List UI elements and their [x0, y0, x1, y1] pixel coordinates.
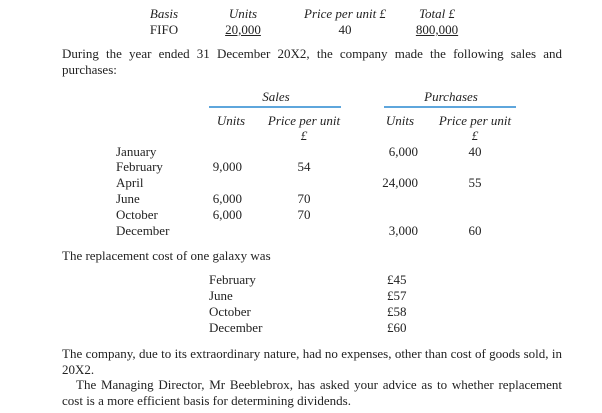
replacement-cost: £60: [387, 320, 407, 335]
sales-currency-header: £: [300, 128, 308, 143]
replacement-month: February: [209, 272, 256, 287]
closing-paragraph-2: The Managing Director, Mr Beeblebrox, has asked your advice as to whether replacement cost is a more efficient basis for determining dividends.: [62, 377, 562, 408]
sales-price-header: Price per unit: [267, 113, 341, 128]
replacement-cost: £58: [387, 304, 407, 319]
purchases-heading: Purchases: [424, 89, 478, 104]
replacement-month: October: [209, 304, 251, 319]
purchase-price-header: Price per unit: [438, 113, 512, 128]
purchase-price-cell: 55: [468, 175, 482, 190]
month-label: December: [116, 223, 170, 238]
price-value: 40: [338, 22, 352, 37]
purchase-units-cell: 3,000: [388, 223, 418, 238]
month-label: October: [116, 207, 158, 222]
month-label: April: [116, 175, 144, 190]
sales-price-cell: 54: [297, 159, 311, 174]
sales-units-cell: 6,000: [212, 191, 242, 206]
units-header: Units: [228, 6, 258, 21]
sales-units-cell: 9,000: [212, 159, 242, 174]
sales-price-cell: 70: [297, 207, 311, 222]
basis-header: Basis: [149, 6, 179, 21]
month-label: January: [116, 144, 157, 159]
basis-value: FIFO: [149, 22, 179, 37]
replacement-month: June: [209, 288, 233, 303]
replacement-cost: £57: [387, 288, 407, 303]
replacement-month: December: [209, 320, 263, 335]
sales-price-cell: 70: [297, 191, 311, 206]
sales-heading: Sales: [262, 89, 290, 104]
price-header: Price per unit £: [304, 6, 386, 21]
month-label: February: [116, 159, 163, 174]
sales-rule: [209, 106, 341, 108]
purchase-price-cell: 40: [468, 144, 482, 159]
sales-units-header: Units: [216, 113, 246, 128]
units-value: 20,000: [225, 22, 261, 37]
replacement-cost: £45: [387, 272, 407, 287]
replacement-intro: The replacement cost of one galaxy was: [62, 248, 271, 263]
total-header: Total £: [418, 6, 456, 21]
sales-units-cell: 6,000: [212, 207, 242, 222]
purchase-price-cell: 60: [468, 223, 482, 238]
purchase-currency-header: £: [471, 128, 479, 143]
closing-paragraph-1: The company, due to its extraordinary nature, had no expenses, other than cost of goods sold, in 20X2.: [62, 346, 562, 377]
purchase-units-header: Units: [385, 113, 415, 128]
purchases-rule: [384, 106, 516, 108]
purchase-units-cell: 6,000: [388, 144, 418, 159]
total-value: 800,000: [415, 22, 459, 37]
month-label: June: [116, 191, 140, 206]
purchase-units-cell: 24,000: [382, 175, 418, 190]
intro-paragraph: During the year ended 31 December 20X2, the company made the following sales and purchases:: [62, 46, 562, 77]
